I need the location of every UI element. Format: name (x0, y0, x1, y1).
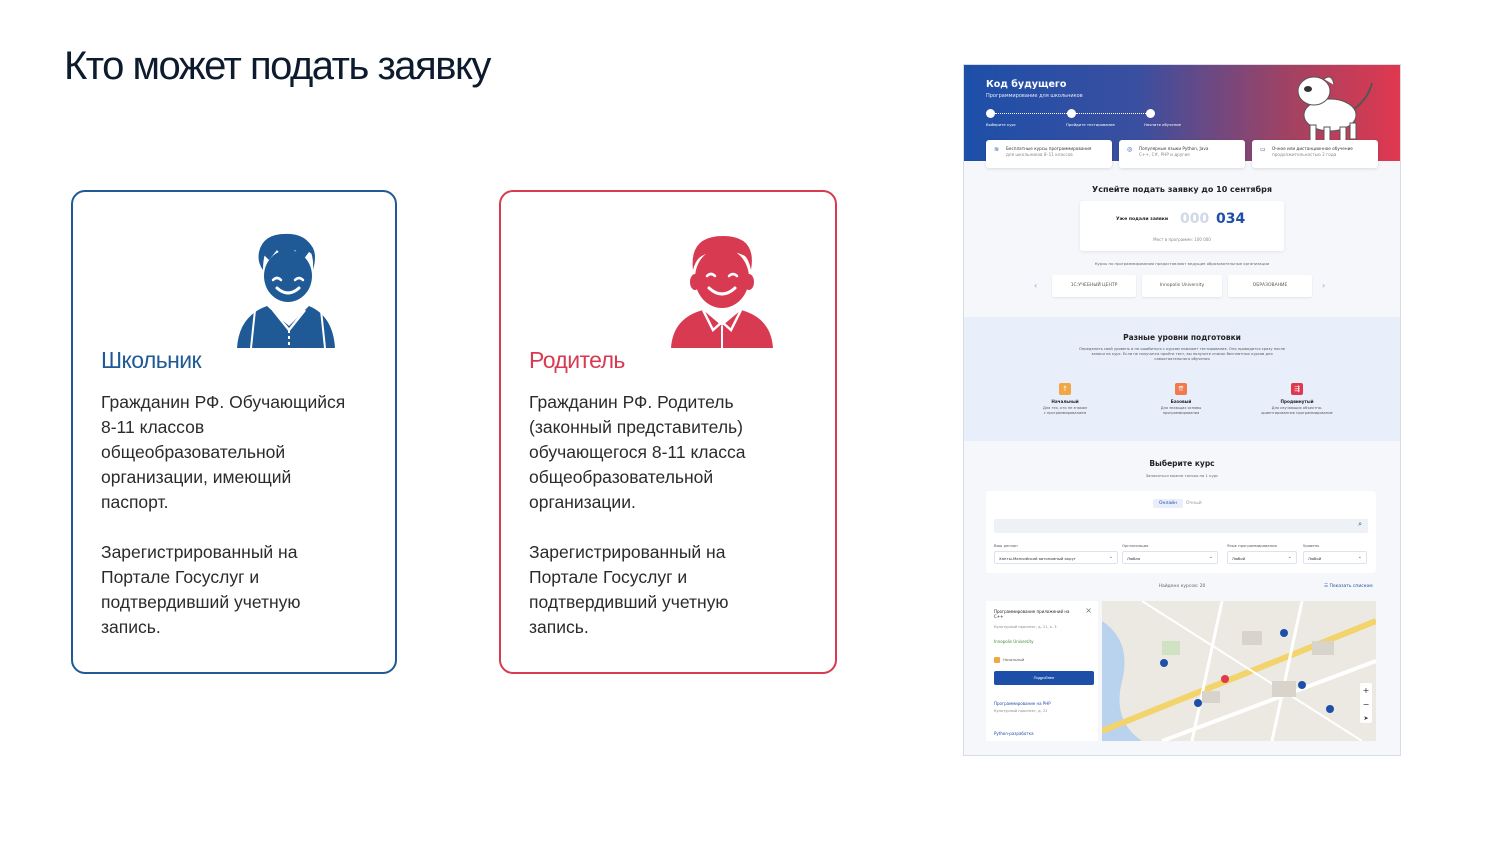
course-list-item[interactable]: Python-разработка (994, 731, 1034, 736)
map-pin-icon[interactable] (1298, 681, 1306, 689)
step-dot (1067, 109, 1076, 118)
filter-value: Ханты-Мансийский автономный округ (999, 556, 1076, 561)
step-label: Пройдите тестирование (1066, 122, 1115, 127)
step-dot (986, 109, 995, 118)
feature-text: для школьников 8–11 классов (1006, 152, 1073, 157)
close-icon[interactable]: × (1085, 606, 1092, 615)
student-avatar-icon (233, 230, 337, 348)
website-screenshot (963, 64, 1401, 756)
filter-label: Язык программирования (1227, 543, 1277, 548)
counter-zeros: 000 (1180, 211, 1210, 227)
map-pin-icon[interactable] (1326, 705, 1334, 713)
parent-requirement-text: Гражданин РФ. Родитель (законный представитель) обучающегося 8-11 класса общеобразовательной организации. (529, 392, 746, 512)
parent-title: Родитель (529, 347, 625, 373)
chevron-down-icon: ⌄ (1208, 554, 1213, 560)
feature-card (986, 140, 1112, 168)
level-desc: программирования (1162, 411, 1200, 415)
step-line (995, 113, 1067, 115)
level-badge-icon (994, 657, 1000, 663)
chevron-right-icon[interactable]: › (1322, 281, 1326, 290)
choose-course-title: Выберите курс (1149, 459, 1215, 468)
chevron-down-icon: ⌄ (1357, 554, 1362, 560)
levels-title: Разные уровни подготовки (1123, 333, 1241, 342)
show-list-link[interactable]: ☰ Показать списком (1324, 584, 1373, 589)
level-desc: Для изучающих объектно- (1271, 406, 1323, 410)
organization-select[interactable] (1122, 551, 1218, 564)
levels-description: Определить свой уровень и не ошибиться с курсом поможет тестирование. Оно проводится сразу после записи на курс. Если не получится пройти тест, вы получите список бесплатных курсов для самостоятельного обучения (1078, 347, 1286, 361)
feature-text: C++, C#, PHP и другие (1139, 152, 1190, 157)
code-icon: ≋ (994, 146, 1000, 153)
feature-text: Бесплатные курсы программирования (1006, 146, 1092, 151)
parent-registration-text: Зарегистрированный на Портале Госуслуг и подтвердивший учетную запись. (529, 542, 729, 637)
course-level (994, 657, 1024, 663)
feature-card (1119, 140, 1245, 168)
filter-value: Любой (1308, 556, 1322, 561)
filter-value: Любой (1232, 556, 1246, 561)
level-desc: Для тех, кто не знаком (1043, 406, 1087, 410)
level-desc: ориентированное программирование (1261, 411, 1333, 415)
level-name: Продвинутый (1280, 399, 1314, 404)
counter-label: Уже подали заявки (1116, 217, 1169, 222)
feature-text: Очное или дистанционное обучение (1272, 146, 1353, 151)
level-icon: ⇶ (1291, 383, 1303, 395)
levels-section (964, 317, 1400, 441)
course-list-address: Культурный проспект, д. 21 (994, 709, 1048, 713)
details-button[interactable]: Подробнее (994, 671, 1094, 685)
partner-logo: ОБРАЗОВАНИЕ (1228, 275, 1312, 297)
chevron-left-icon[interactable]: ‹ (1034, 281, 1038, 290)
student-title: Школьник (101, 347, 201, 373)
filter-label: Уровень (1303, 543, 1320, 548)
parent-card (499, 190, 837, 674)
course-map[interactable] (1102, 601, 1376, 741)
map-pin-icon[interactable] (1160, 659, 1168, 667)
search-icon[interactable]: ⌕ (1358, 520, 1362, 528)
deadline-heading: Успейте подать заявку до 10 сентября (1092, 185, 1272, 194)
level-desc: Для знающих основы (1160, 406, 1202, 410)
student-requirement-text: Гражданин РФ. Обучающийся 8-11 классов общеобразовательной организации, имеющий паспорт. (101, 392, 346, 512)
hero-subtitle: Программирование для школьников (986, 93, 1083, 99)
chevron-down-icon: ⌄ (1287, 554, 1292, 560)
feature-text: Популярные языки Python, Java (1139, 146, 1209, 151)
level-select[interactable] (1303, 551, 1367, 564)
level-name: Базовый (1170, 399, 1192, 404)
show-list-label: Показать списком (1329, 584, 1373, 589)
filter-value: Любая (1127, 556, 1141, 561)
chevron-down-icon: ⌄ (1108, 554, 1113, 560)
robot-dog-icon (1288, 69, 1380, 143)
course-provider-logo: Innopolis University (994, 639, 1034, 644)
found-courses-count: Найдено курсов: 20 (1158, 584, 1206, 589)
step-label: Выберите курс (986, 122, 1016, 127)
student-registration-text: Зарегистрированный на Портале Госуслуг и подтвердивший учетную запись. (101, 542, 301, 637)
feature-text: продолжительностью 2 года (1272, 152, 1337, 157)
counter-places: Мест в программе: 100 000 (1153, 237, 1211, 242)
counter-value: 034 (1216, 211, 1246, 227)
zoom-out-icon[interactable]: − (1362, 700, 1370, 709)
region-select[interactable] (994, 551, 1118, 564)
map-pin-icon[interactable] (1280, 629, 1288, 637)
choose-course-subtitle: Записаться можно только на 1 курс (1145, 473, 1219, 478)
tab-online[interactable]: Онлайн (1153, 499, 1183, 508)
parent-avatar-icon (669, 230, 773, 348)
course-list-item[interactable]: Программирование на PHP (994, 701, 1051, 706)
stack-icon: ◎ (1127, 146, 1133, 153)
level-icon: ↑ (1059, 383, 1071, 395)
filter-label: Организация (1122, 543, 1149, 548)
map-pin-icon[interactable] (1221, 675, 1229, 683)
laptop-icon: ▭ (1260, 146, 1266, 153)
course-address: Культурный проспект, д. 21, к. 3 (994, 625, 1057, 629)
level-item (1136, 383, 1226, 416)
locate-icon[interactable]: ➤ (1363, 715, 1369, 722)
student-description (101, 390, 363, 640)
applications-counter (1080, 201, 1284, 251)
partner-logo: 1С:УЧЕБНЫЙ ЦЕНТР (1052, 275, 1136, 297)
tab-offline[interactable]: Очный (1186, 501, 1202, 506)
step-line (1076, 113, 1146, 115)
map-graphic (1102, 601, 1376, 741)
language-select[interactable] (1227, 551, 1297, 564)
course-title: Программирование приложений на С++ (994, 609, 1070, 619)
parent-description (529, 390, 769, 640)
map-pin-icon[interactable] (1194, 699, 1202, 707)
level-item (1020, 383, 1110, 416)
level-name: Начальный (1051, 399, 1079, 404)
level-desc: с программированием (1043, 411, 1087, 415)
course-filter-panel (986, 491, 1376, 573)
partner-logo: Innopolis University (1142, 275, 1222, 297)
page-title: Кто может подать заявку (64, 44, 490, 88)
level-item (1252, 383, 1342, 416)
course-result-card (986, 601, 1098, 741)
step-dot (1146, 109, 1155, 118)
course-search-input[interactable] (994, 519, 1368, 533)
level-icon: ⇈ (1175, 383, 1187, 395)
student-card (71, 190, 397, 674)
course-level-label: Начальный (1003, 658, 1025, 662)
step-label: Начните обучение (1144, 122, 1181, 127)
feature-card (1252, 140, 1378, 168)
filter-label: Ваш регион (994, 543, 1018, 548)
steps-progress (986, 109, 1181, 127)
partners-caption: Курсы по программированию предоставляют ведущие образовательные организации (1094, 261, 1270, 266)
hero-title: Код будущего (986, 79, 1067, 90)
zoom-in-icon[interactable]: + (1362, 686, 1370, 695)
